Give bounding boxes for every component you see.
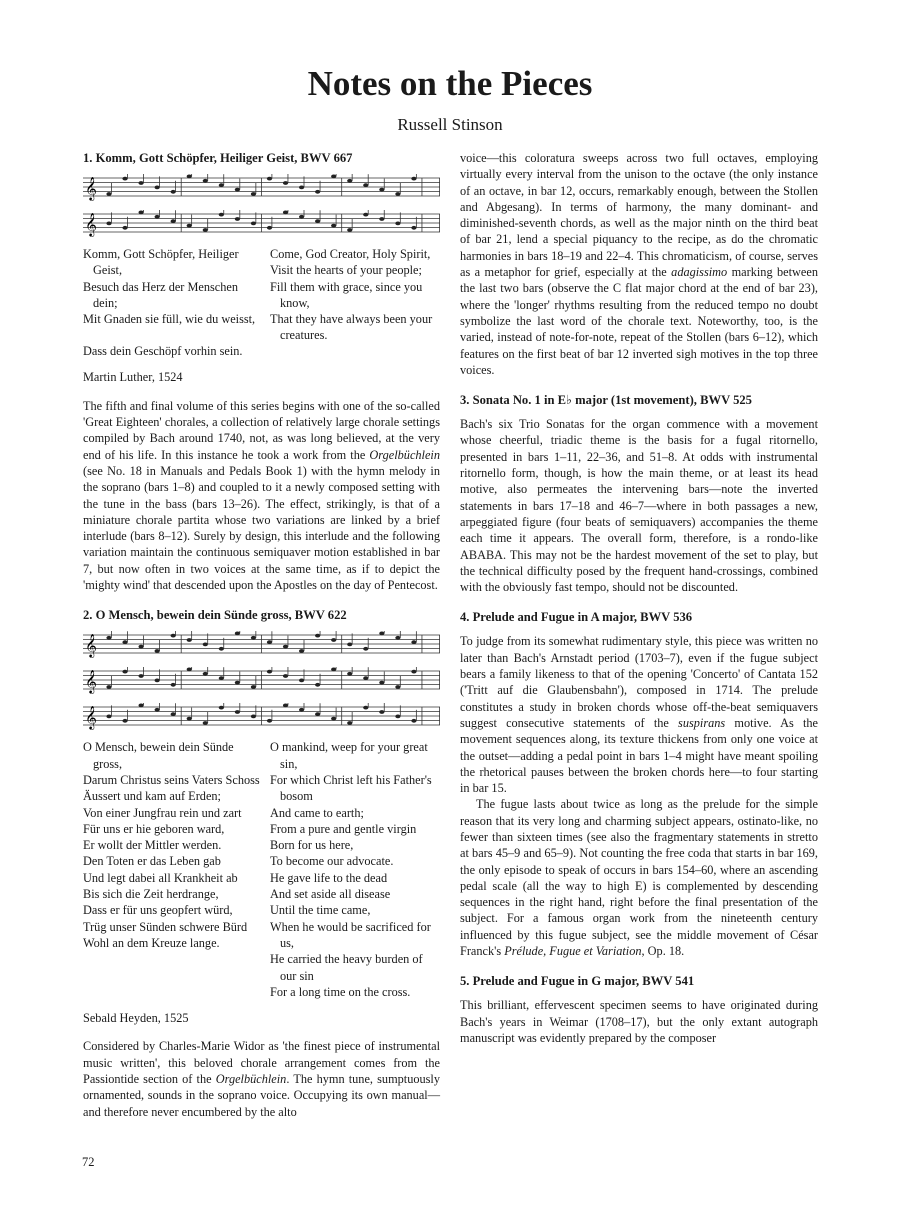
hymn-source: Sebald Heyden, 1525 bbox=[83, 1011, 189, 1026]
lyric-line: Darum Christus seins Vaters Schoss bbox=[83, 772, 260, 787]
lyric-line: Wohl an dem Kreuze lange. bbox=[83, 935, 220, 950]
lyric-line: Mit Gnaden sie füll, wie du weisst, bbox=[83, 312, 256, 327]
lyric-line: Komm, Gott Schöpfer, Heiliger Geist, bbox=[83, 247, 239, 278]
page-title: Notes on the Pieces bbox=[307, 64, 593, 103]
lyric-line: Until the time came, bbox=[270, 903, 371, 918]
lyric-line: O mankind, weep for your great sin, bbox=[270, 740, 428, 771]
lyric-line: Und legt dabei all Krankheit ab bbox=[83, 870, 238, 885]
lyric-line: Trüg unser Sünden schwere Bürd bbox=[83, 919, 248, 934]
svg-text:𝄞: 𝄞 bbox=[85, 633, 97, 658]
lyrics-block-2 bbox=[83, 739, 440, 1000]
svg-text:𝄞: 𝄞 bbox=[85, 176, 97, 200]
page-number: 72 bbox=[82, 1155, 95, 1169]
section-heading-1: 1. Komm, Gott Schöpfer, Heiliger Geist, BWV 667 bbox=[83, 151, 353, 165]
music-staff bbox=[83, 210, 440, 238]
svg-text:𝄞: 𝄞 bbox=[85, 212, 97, 236]
lyrics-block-1 bbox=[83, 246, 440, 359]
body-paragraph: Considered by Charles-Marie Widor as 'the finest piece of instrumental music written', this beloved chorale arrangement comes from the Passiontide section of the Orgelbüchlein. The hymn tune, sumptuously ornamented, sounds in the soprano voice. Occupying its own manual—and therefore never encumbered by the alto bbox=[83, 1039, 440, 1119]
body-paragraph: To judge from its somewhat rudimentary style, this piece was written no later than Bach's Arnstadt period (1703–7), even if the fugue subject bears a family likeness to that of the opening 'Concerto' of Cantata 152 ('Tritt auf die Glaubensbahn'), composed in 1714. The prelude constitutes a study in broken chords whose off-the-beat semiquavers suggest consecutive statements of the suspirans motive. As the movement sequences along, its texture thickens from only one voice at the outset—adding a pedal point in bars 1–4 might have meant spoiling the rhetorical pauses between the broken chords here—to four starting in bar 15. bbox=[460, 634, 818, 796]
lyric-line: Bis sich die Zeit herdrange, bbox=[83, 887, 219, 902]
lyric-line: He gave life to the dead bbox=[270, 870, 388, 885]
svg-text:𝄞: 𝄞 bbox=[85, 705, 97, 730]
section-heading-3: 3. Sonata No. 1 in E♭ major (1st movement), BWV 525 bbox=[460, 393, 752, 408]
music-staff bbox=[83, 667, 440, 695]
svg-text:𝄞: 𝄞 bbox=[85, 669, 97, 694]
lyric-line: That they have always been your creatures. bbox=[270, 312, 433, 343]
lyric-line: Von einer Jungfrau rein und zart bbox=[83, 805, 242, 820]
lyric-line: Dass dein Geschöpf vorhin sein. bbox=[83, 344, 243, 359]
body-paragraph: The fugue lasts about twice as long as the prelude for the simple reason that its very long and charming subject appears, ostinato-like, no fewer than sixteen times (see also the fragmentary statements in stretto at bars 45–9 and 65–9). Not counting the free coda that starts in bar 169, the only episode to speak of occurs in bars 154–60, where an ascending pedal scale (all the way to high E) is complemented by descending sequences in the right hand, right before the final presentation of the subject. For a famous organ work from the nineteenth century influenced by this fugue subject, see the middle movement of César Franck's Prélude, Fugue et Variation, Op. 18. bbox=[460, 797, 818, 959]
music-staff bbox=[83, 703, 440, 731]
lyrics-german bbox=[83, 246, 265, 359]
lyric-line: Äussert und kam auf Erden; bbox=[83, 789, 221, 804]
lyric-line: Fill them with grace, since you know, bbox=[270, 279, 423, 310]
lyric-line: Er wollt der Mittler werden. bbox=[83, 838, 222, 853]
body-paragraph: The fifth and final volume of this series begins with one of the so-called 'Great Eighteen' chorales, a collection of relatively large chorale settings compiled by Bach around 1740, not, as was long believed, at the very end of his life. In this instance he took a work from the Orgelbüchlein (see No. 18 in Manuals and Pedals Book 1) with the hymn melody in the soprano (bars 1–8) and coupled to it a newly composed setting with the tune in the bass (bars 13–26). The effect, strikingly, is that of a miniature chorale partita whose two variations are linked by a brief interlude (bars 8–12). Surely by design, this interlude and the following variation maintain the continuous semiquaver motion established in bar 7, but now often in two voices at the same time, as if to depict the 'mighty wind' that descended upon the Apostles on the day of Pentecost. bbox=[83, 398, 440, 593]
section-heading-5: 5. Prelude and Fugue in G major, BWV 541 bbox=[460, 974, 695, 989]
lyric-line: Für uns er hie geboren ward, bbox=[83, 821, 225, 836]
lyric-line: For a long time on the cross. bbox=[270, 984, 411, 999]
lyric-line: He carried the heavy burden of our sin bbox=[270, 952, 423, 983]
section-heading-4: 4. Prelude and Fugue in A major, BWV 536 bbox=[460, 610, 693, 625]
author: Russell Stinson bbox=[397, 115, 503, 134]
lyric-line: And came to earth; bbox=[270, 805, 364, 820]
lyric-line: When he would be sacrificed for us, bbox=[270, 919, 431, 950]
lyric-line: To become our advocate. bbox=[270, 854, 394, 869]
body-paragraph: voice—this coloratura sweeps across two full octaves, employing virtually every interval from the unison to the octave (the only instance of an octave, in bar 12, occurs, remarkably enough, between the Stollen and Abgesang). In terms of harmony, the many dominant- and diminished-seventh chords, as well as the major ninth on the third beat of bar 21, lend a special piquancy to the recipe, as do the chromatic harmonies in bars 18–19 and 22–4. This chromaticism, of course, serves as a metaphor for grief, especially at the adagissimo marking between the last two bars (observe the C flat major chord at the end of bar 23), where the 'longer' rhythms resulting from the reduced tempo no doubt symbolize the last word of the chorale text. Noteworthy, too, is the varied, instead of note-for-note, repeat of the Stollen (bars 6–12), which features on the first beat of bar 12 inverted sigh motives in the top three voices. bbox=[460, 151, 818, 377]
lyric-line: Dass er für uns geopfert würd, bbox=[83, 903, 233, 918]
lyric-line: Come, God Creator, Holy Spirit, bbox=[270, 247, 431, 261]
lyrics-english bbox=[270, 246, 440, 359]
music-staff bbox=[83, 174, 440, 202]
lyrics-german bbox=[83, 739, 265, 1000]
lyric-line: From a pure and gentle virgin bbox=[270, 821, 417, 836]
right-column bbox=[460, 150, 818, 1046]
lyric-line: And set aside all disease bbox=[270, 887, 391, 902]
section-heading-2: 2. O Mensch, bewein dein Sünde gross, BWV 622 bbox=[83, 608, 347, 623]
body-paragraph: This brilliant, effervescent specimen seems to have originated during Bach's years in Weimar (1708–17), but the only extant autograph manuscript was evidently prepared by the composer bbox=[460, 998, 818, 1045]
lyric-line: Besuch das Herz der Menschen dein; bbox=[83, 279, 239, 310]
lyric-line: Visit the hearts of your people; bbox=[270, 263, 422, 278]
music-staff bbox=[83, 631, 440, 659]
hymn-source: Martin Luther, 1524 bbox=[83, 370, 183, 385]
lyric-line: Den Toten er das Leben gab bbox=[83, 854, 221, 869]
lyric-line: Born for us here, bbox=[270, 838, 354, 853]
lyrics-english bbox=[270, 739, 440, 1000]
body-paragraph: Bach's six Trio Sonatas for the organ commence with a movement whose cheerful, triadic theme is the basis for a fugal ritornello, presented in bars 1–11, 22–36, and 51–8. At odds with instrumental ritornello form, though, is how the main theme, or at least its head motive, also permeates the intervening bars—note the inverted statements in bars 17–18 and 46–7—where in both passages a new, arpeggiated figure (four beats of semiquavers) accompanies the theme each time it appears. The overall form, therefore, is a rondo-like ABABA. This may not be the hardest movement of the set to play, but the technical difficulty posed by the frequent hand-crossings, combined with the obviously fast tempo, should not be discounted. bbox=[460, 417, 818, 595]
left-column bbox=[83, 150, 440, 1120]
lyric-line: O Mensch, bewein dein Sünde gross, bbox=[83, 740, 234, 771]
lyric-line: For which Christ left his Father's bosom bbox=[270, 772, 432, 804]
